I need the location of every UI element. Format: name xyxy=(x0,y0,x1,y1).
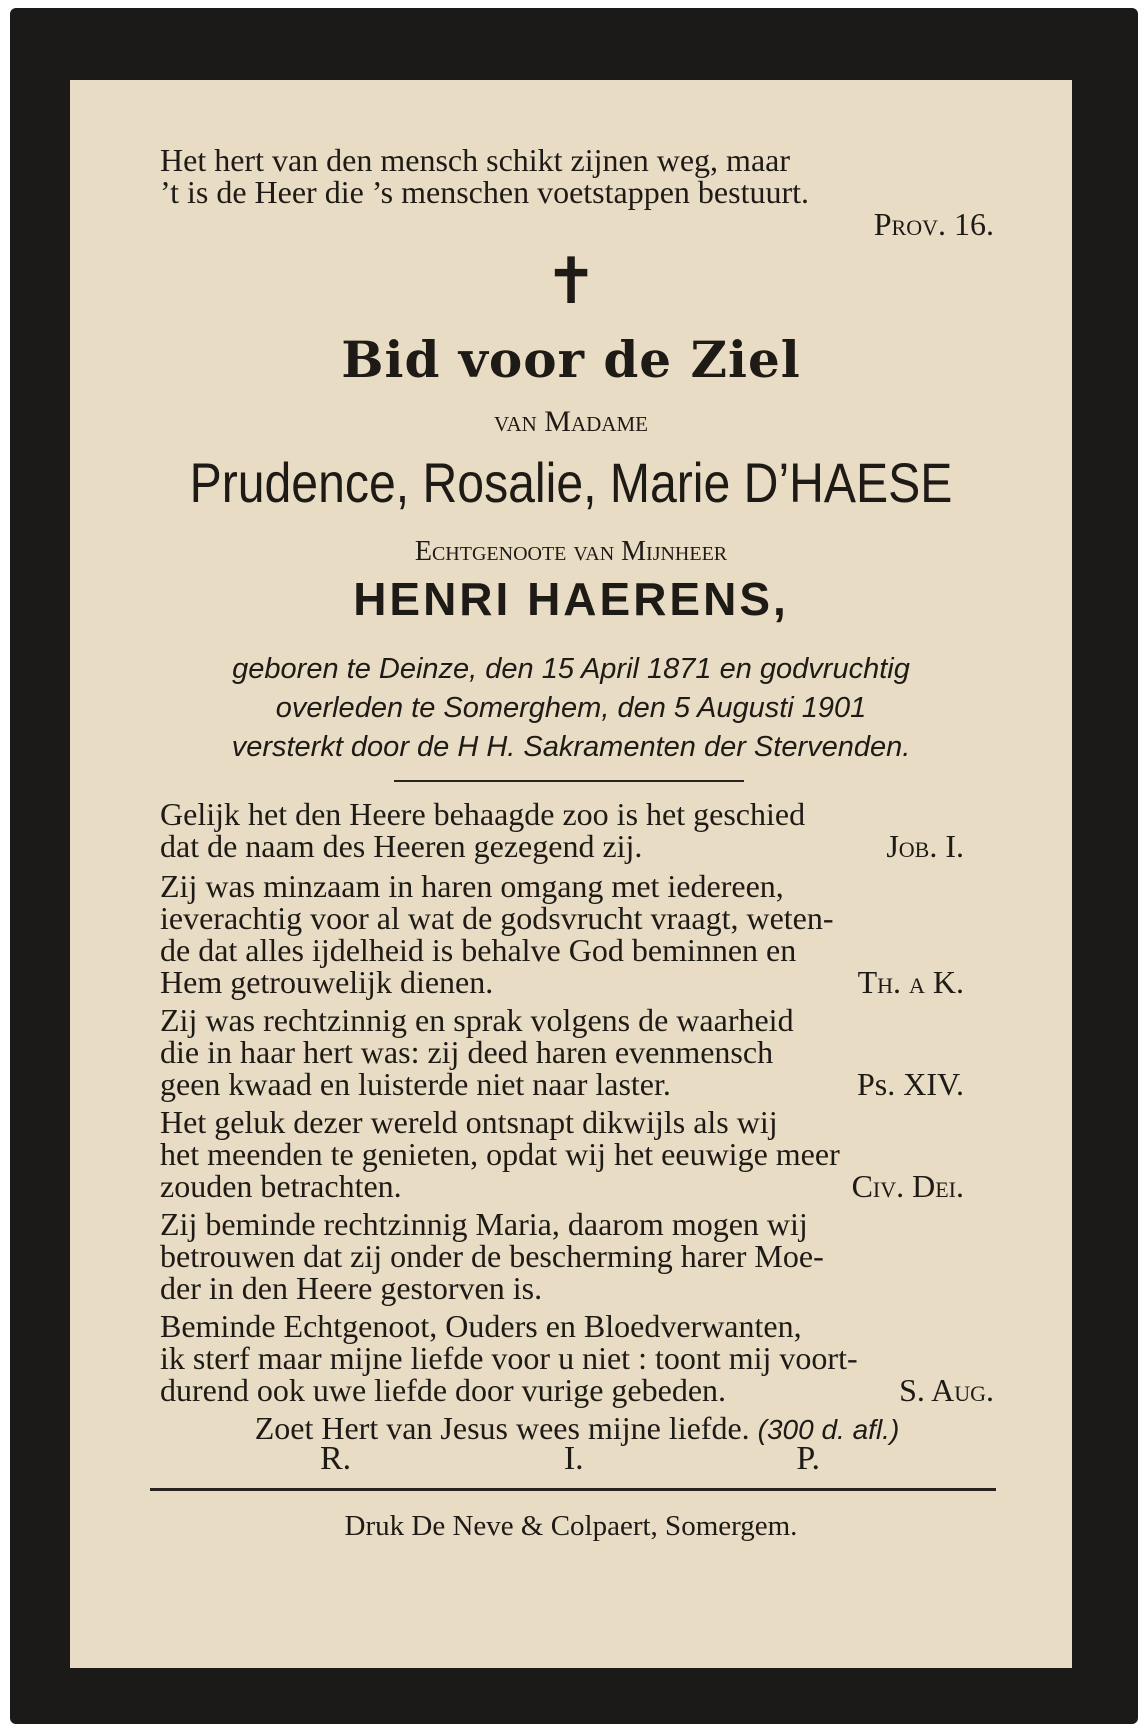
text-reference: Job. I. xyxy=(886,828,964,864)
text-line: Gelijk het den Heere behaagde zoo is het geschied xyxy=(160,796,806,832)
memorial-card xyxy=(10,8,1138,1724)
divider xyxy=(394,780,744,782)
text-line: dat de naam des Heeren gezegend zij. Job. I. xyxy=(160,828,964,864)
van-madame: van Madame xyxy=(494,405,648,438)
text-line: Zij was minzaam in haren omgang met iedereen, xyxy=(160,868,784,904)
text-line: Hem getrouwelijk dienen. Th. a K. xyxy=(160,964,964,1000)
printer-line: Druk De Neve & Colpaert, Somergem. xyxy=(344,1510,798,1542)
spouse-intro: Echtgenoote van Mijnheer xyxy=(414,536,728,567)
epigraph-reference: Prov. 16. xyxy=(873,206,994,242)
text-line: der in den Heere gestorven is. xyxy=(160,1270,543,1306)
deceased-name: Prudence, Rosalie, Marie D’HAESE xyxy=(189,451,953,514)
rip-p: P. xyxy=(796,1440,820,1477)
epigraph-line-1: Het hert van den mensch schikt zijnen weg, maar xyxy=(160,142,790,178)
death-line: overleden te Somerghem, den 5 Augusti 1901 xyxy=(275,692,867,724)
cross-icon: ✝ xyxy=(544,245,598,319)
text-line: zouden betrachten. Civ. Dei. xyxy=(160,1168,964,1204)
prayer-line: Zoet Hert van Jesus wees mijne liefde. (300 d. afl.) xyxy=(254,1410,900,1446)
text-line: Zij was rechtzinnig en sprak volgens de waarheid xyxy=(160,1002,794,1038)
text-line: ik sterf maar mijne liefde voor u niet : toont mij voort- xyxy=(160,1340,858,1376)
text-reference: Th. a K. xyxy=(857,964,964,1000)
text-line: Zij beminde rechtzinnig Maria, daarom mogen wij xyxy=(160,1206,808,1242)
text-reference: S. Aug. xyxy=(899,1372,994,1408)
text-line: durend ook uwe liefde door vurige gebeden. S. Aug. xyxy=(160,1372,994,1408)
bottom-rule xyxy=(150,1488,996,1491)
card-paper xyxy=(70,80,1072,1668)
rip-i: I. xyxy=(563,1440,584,1477)
card-title: Bid voor de Ziel xyxy=(341,330,801,389)
epigraph-line-2: ’t is de Heer die ’s menschen voetstappen bestuurt. xyxy=(160,174,810,210)
text-line: het meenden te genieten, opdat wij het eeuwige meer xyxy=(160,1136,840,1172)
text-line: ieverachtig voor al wat de godsvrucht vraagt, weten- xyxy=(160,900,834,936)
sacraments-line: versterkt door de H H. Sakramenten der Stervenden. xyxy=(231,731,911,763)
text-line: die in haar hert was: zij deed haren evenmensch xyxy=(160,1034,774,1070)
rip xyxy=(320,1440,820,1478)
text-line: geen kwaad en luisterde niet naar laster. Ps. XIV. xyxy=(160,1066,964,1102)
text-reference: Civ. Dei. xyxy=(851,1168,964,1204)
text-reference: Ps. XIV. xyxy=(857,1066,964,1102)
rip-r: R. xyxy=(320,1440,352,1477)
text-line: de dat alles ijdelheid is behalve God beminnen en xyxy=(160,932,797,968)
text-line: betrouwen dat zij onder de bescherming harer Moe- xyxy=(160,1238,824,1274)
text-line: Het geluk dezer wereld ontsnapt dikwijls als wij xyxy=(160,1104,778,1140)
indulgence: (300 d. afl.) xyxy=(757,1414,900,1445)
text-line: Beminde Echtgenoot, Ouders en Bloedverwanten, xyxy=(160,1308,802,1344)
spouse-name: HENRI HAERENS, xyxy=(353,573,789,625)
birth-line: geboren te Deinze, den 15 April 1871 en godvruchtig xyxy=(232,653,910,685)
